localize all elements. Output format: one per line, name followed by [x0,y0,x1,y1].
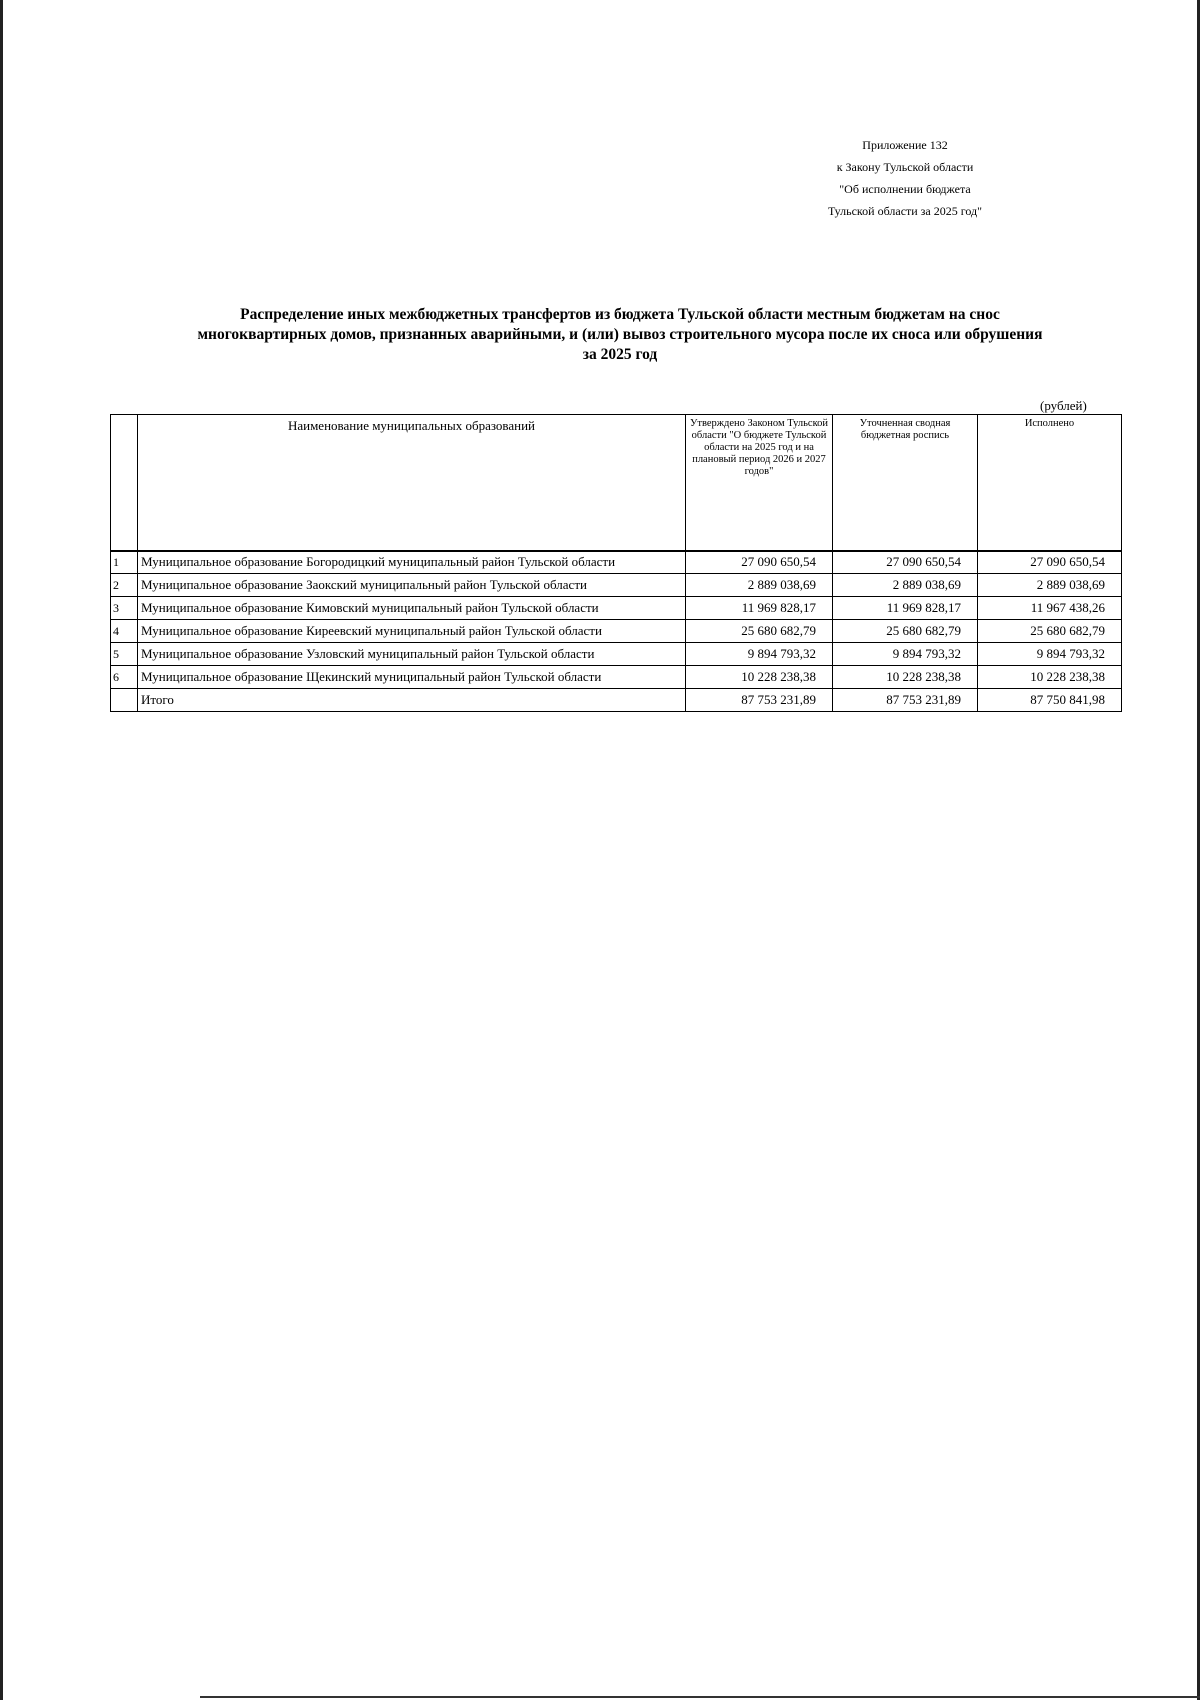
row-approved: 2 889 038,69 [686,574,833,597]
row-name: Муниципальное образование Кимовский муниципальный район Тульской области [138,597,686,620]
row-num: 5 [111,643,138,666]
header-executed: Исполнено [978,415,1122,551]
row-approved: 11 969 828,17 [686,597,833,620]
row-num: 3 [111,597,138,620]
row-refined: 2 889 038,69 [833,574,978,597]
appendix-line-1: Приложение 132 [862,138,948,152]
row-name: Муниципальное образование Богородицкий муниципальный район Тульской области [138,551,686,574]
units-label: (рублей) [1040,398,1087,413]
row-refined: 10 228 238,38 [833,666,978,689]
total-executed: 87 750 841,98 [978,689,1122,712]
appendix-block [790,134,1020,222]
appendix-line-4: Тульской области за 2025 год" [827,204,983,218]
document-title [100,305,1140,365]
row-executed: 2 889 038,69 [978,574,1122,597]
row-executed: 11 967 438,26 [978,597,1122,620]
table-row [111,620,1122,643]
title-line-3: за 2025 год [582,346,658,363]
header-num [111,415,138,551]
table-total-row [111,689,1122,712]
row-approved: 27 090 650,54 [686,551,833,574]
row-executed: 25 680 682,79 [978,620,1122,643]
row-approved: 9 894 793,32 [686,643,833,666]
row-name: Муниципальное образование Щекинский муниципальный район Тульской области [138,666,686,689]
row-refined: 11 969 828,17 [833,597,978,620]
table-row [111,643,1122,666]
row-name: Муниципальное образование Заокский муниципальный район Тульской области [138,574,686,597]
total-num [111,689,138,712]
table-row [111,666,1122,689]
header-approved: Утверждено Законом Тульской области "О бюджете Тульской области на 2025 год и на плановый период 2026 и 2027 годов" [686,415,833,551]
appendix-line-2: к Закону Тульской области [836,160,974,174]
header-refined: Уточненная сводная бюджетная роспись [833,415,978,551]
row-name: Муниципальное образование Киреевский муниципальный район Тульской области [138,620,686,643]
total-refined: 87 753 231,89 [833,689,978,712]
header-name: Наименование муниципальных образований [138,415,686,551]
row-refined: 25 680 682,79 [833,620,978,643]
row-name: Муниципальное образование Узловский муниципальный район Тульской области [138,643,686,666]
table-row [111,551,1122,574]
row-refined: 27 090 650,54 [833,551,978,574]
row-executed: 9 894 793,32 [978,643,1122,666]
table-row [111,597,1122,620]
page-edge-bottom [200,1696,1200,1698]
table-row [111,574,1122,597]
row-approved: 25 680 682,79 [686,620,833,643]
row-refined: 9 894 793,32 [833,643,978,666]
row-approved: 10 228 238,38 [686,666,833,689]
row-num: 1 [111,551,138,574]
appendix-line-3: "Об исполнении бюджета [839,182,971,196]
total-label: Итого [138,689,686,712]
transfers-table [110,414,1122,712]
table-header-row [111,415,1122,551]
title-line-1: Распределение иных межбюджетных трансфертов из бюджета Тульской области местным бюджетам на снос [240,306,1000,323]
total-approved: 87 753 231,89 [686,689,833,712]
row-num: 2 [111,574,138,597]
row-executed: 10 228 238,38 [978,666,1122,689]
title-line-2: многоквартирных домов, признанных аварийными, и (или) вывоз строительного мусора после их сноса или обрушения [197,326,1043,343]
row-num: 4 [111,620,138,643]
row-executed: 27 090 650,54 [978,551,1122,574]
page-edge-left [0,0,3,1700]
row-num: 6 [111,666,138,689]
